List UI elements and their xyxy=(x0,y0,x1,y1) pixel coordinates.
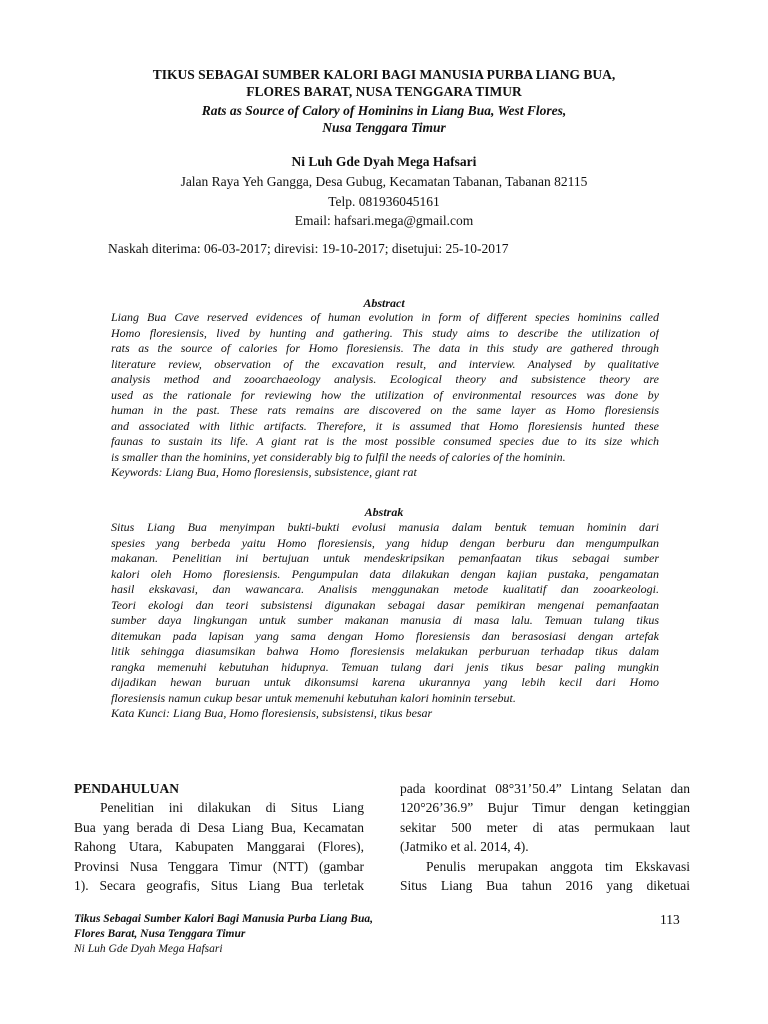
abstrak-line: hasil ekskavasi, dan wawancara. Analisis menggunakan metode kualitatif dan zooarkeologi. xyxy=(111,582,659,596)
page-footer xyxy=(74,912,373,957)
body-line: Penulis merupakan anggota tim Ekskavasi xyxy=(426,858,690,874)
abstract-line: faunas to sustain its life. A giant rat is the most possible consumed species due to its size which xyxy=(111,434,659,448)
abstract-line: analysis method and zooarchaeology analysis. Ecological theory and subsistence theory are xyxy=(111,372,659,386)
abstrak-heading: Abstrak xyxy=(364,505,404,519)
title-line: TIKUS SEBAGAI SUMBER KALORI BAGI MANUSIA PURBA LIANG BUA, xyxy=(152,67,616,82)
title-line: FLORES BARAT, NUSA TENGGARA TIMUR xyxy=(246,84,522,99)
paper-title xyxy=(0,66,768,100)
abstrak-line: rangka memenuhi kebutuhan hidupnya. Temuan tulang dari jenis tikus besar paling mungkin xyxy=(111,659,659,674)
body-line: Provinsi Nusa Tenggara Timur (NTT) (gambar xyxy=(74,858,364,874)
abstract-heading: Abstract xyxy=(363,296,405,310)
abstrak-line: Teori ekologi dan teori subsistensi digunakan sebagai dasar pemikiran mengenai pemanfaatan xyxy=(111,597,659,612)
body-line: 1). Secara geografis, Situs Liang Bua terletak xyxy=(74,877,364,893)
abstract-line: and associated with lithic artifacts. Therefore, it is assumed that Homo floresiensis hunted these xyxy=(111,418,659,433)
subtitle-line: Rats as Source of Calory of Hominins in Liang Bua, West Flores, xyxy=(201,103,567,118)
page-number: 113 xyxy=(660,912,680,927)
body-column-left xyxy=(74,779,364,895)
abstrak-line: dijadikan hewan buruan untuk dikonsumsi karena ukurannya yang lebih kecil dari Homo xyxy=(111,675,659,689)
footer-title-line: Flores Barat, Nusa Tenggara Timur xyxy=(74,928,246,940)
body-line: Rahong Utara, Kabupaten Manggarai (Flores), xyxy=(74,839,364,855)
abstrak-line: litik sehingga diasumsikan bahwa Homo floresiensis melakukan perburuan terhadap tikus dalam xyxy=(111,644,659,658)
abstrak-line: makanan. Penelitian ini bertujuan untuk mendeskripsikan pemanfaatan tikus sebagai sumber xyxy=(111,551,659,565)
abstrak-line: sumber daya lingkungan untuk sumber makanan manusia di masa lalu. Temuan tulang tikus xyxy=(111,613,659,627)
abstract-line: Liang Bua Cave reserved evidences of human evolution in form of different species hominins called xyxy=(111,310,659,324)
footer-author: Ni Luh Gde Dyah Mega Hafsari xyxy=(74,943,223,955)
abstract-line: Homo floresiensis, lived by hunting and gathering. This study aims to describe the utilization of xyxy=(111,325,659,340)
abstract-line: is smaller than the hominins, yet considerably big to fulfil the needs of calories of the hominin. xyxy=(111,449,566,464)
abstrak-keywords: Kata Kunci: Liang Bua, Homo floresiensis, subsistensi, tikus besar xyxy=(111,706,433,720)
footer-title-line: Tikus Sebagai Sumber Kalori Bagi Manusia Purba Liang Bua, xyxy=(74,913,373,925)
author-email: Email: hafsari.mega@gmail.com xyxy=(294,213,474,228)
abstract-line: human in the past. These rats remains are discovered on the same layer as Homo floresiensis xyxy=(111,403,659,417)
author-name: Ni Luh Gde Dyah Mega Hafsari xyxy=(291,154,477,169)
author-phone: Telp. 081936045161 xyxy=(328,193,440,209)
received-dates: Naskah diterima: 06-03-2017; direvisi: 19-10-2017; disetujui: 25-10-2017 xyxy=(108,241,509,256)
abstract-keywords: Keywords: Liang Bua, Homo floresiensis, subsistence, giant rat xyxy=(111,465,417,479)
body-line: Situs Liang Bua tahun 2016 yang diketuai xyxy=(400,877,690,893)
abstrak-body xyxy=(111,520,659,722)
section-heading-pendahuluan: PENDAHULUAN xyxy=(74,781,180,796)
body-line: pada koordinat 08°31’50.4” Lintang Selatan dan xyxy=(400,781,690,796)
body-line: Bua yang berada di Desa Liang Bua, Kecamatan xyxy=(74,819,364,835)
abstrak-line: ditemukan pada lapisan yang sama dengan Homo floresiensis dan berasosiasi dengan artefak xyxy=(111,628,659,643)
abstract-line: used as the rationale for reviewing how the utilization of environmental resources was done by xyxy=(111,387,659,402)
author-address: Jalan Raya Yeh Gangga, Desa Gubug, Kecamatan Tabanan, Tabanan 82115 xyxy=(180,174,588,189)
body-column-right xyxy=(400,779,690,895)
paper-subtitle-english xyxy=(0,102,768,136)
body-line: sekitar 500 meter di atas permukaan laut xyxy=(400,819,690,835)
body-line: (Jatmiko et al. 2014, 4). xyxy=(400,839,529,855)
subtitle-line: Nusa Tenggara Timur xyxy=(322,120,446,135)
body-line: 120°26’36.9” Bujur Timur dengan ketinggian xyxy=(400,800,690,816)
abstrak-line: floresiensis namun cukup besar untuk memenuhi kebutuhan kalori hominin tersebut. xyxy=(111,690,516,705)
abstract-line: rats as the source of calories for Homo floresiensis. The data in this study are gathered through xyxy=(111,341,659,355)
abstrak-line: spesies yang berbeda yaitu Homo floresiensis, yang hidup dengan berburu dan mengumpulkan xyxy=(111,535,659,550)
abstract-line: literature review, observation of the excavation result, and interview. Analysed by qualitative xyxy=(111,356,659,371)
abstract-body xyxy=(111,310,659,481)
abstrak-line: Situs Liang Bua menyimpan bukti-bukti evolusi manusia dalam bentuk temuan hominin dari xyxy=(111,520,659,534)
author-info xyxy=(0,172,768,231)
body-line: Penelitian ini dilakukan di Situs Liang xyxy=(100,800,364,816)
abstrak-line: kalori oleh Homo floresiensis. Pengumpulan data dilakukan dengan kajian pustaka, pengamatan xyxy=(111,566,659,581)
